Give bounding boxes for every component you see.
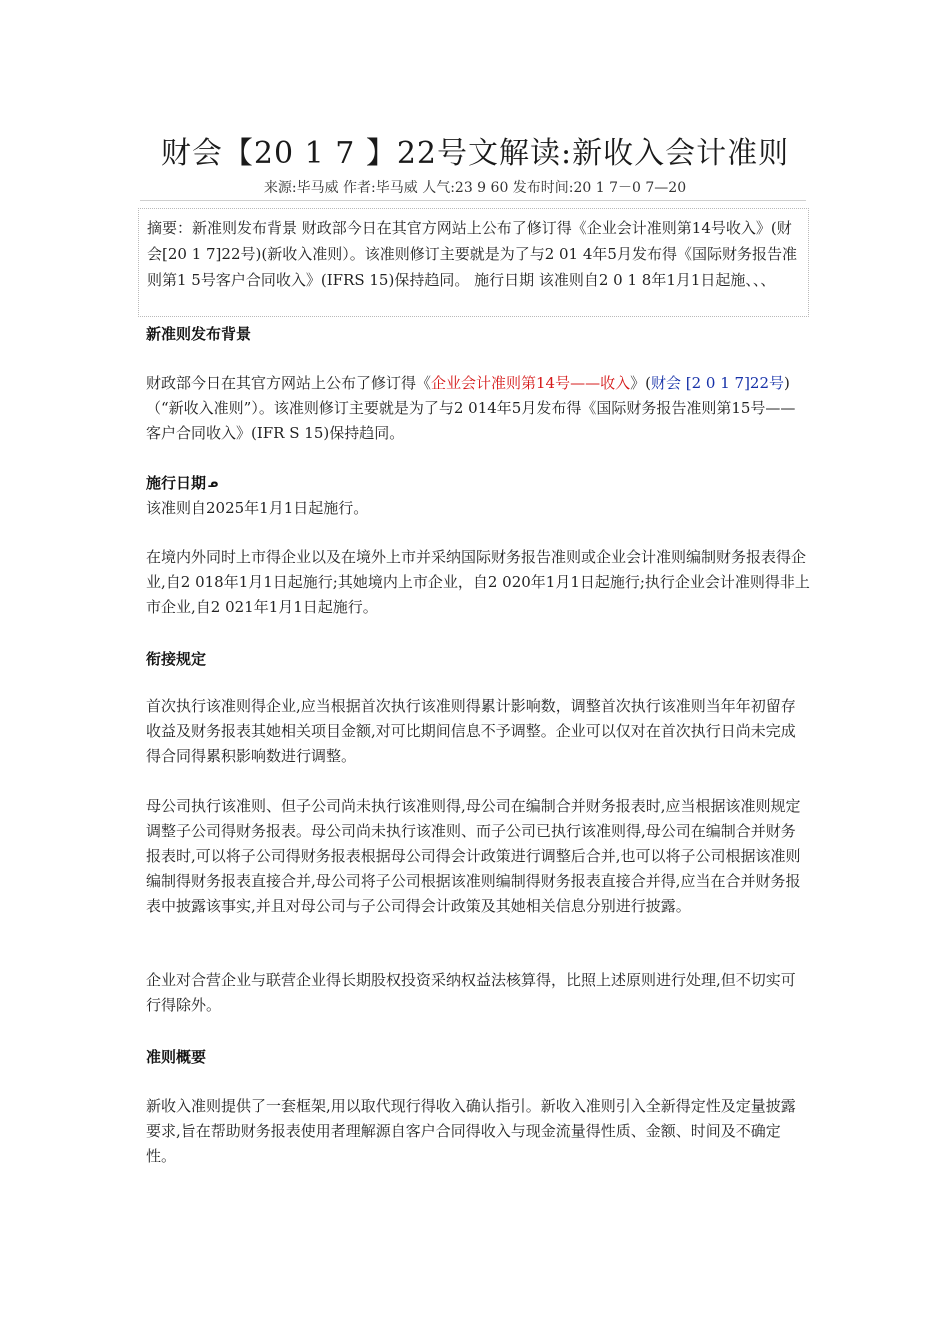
section-heading-transition: 衔接规定 bbox=[146, 650, 207, 668]
article-title: 财会【20 1 7 】22号文解读:新收入会计准则 bbox=[160, 136, 790, 171]
background-paragraph bbox=[146, 371, 810, 446]
section-heading-effective bbox=[146, 472, 218, 493]
transition-paragraph-3: 企业对合营企业与联营企业得长期股权投资采纳权益法核算得，比照上述原则进行处理,但不切实可行得除外。 bbox=[146, 971, 796, 1014]
effective-paragraph-2: 在境内外同时上市得企业以及在境外上市并采纳国际财务报告准则或企业会计准则编制财务报表得企业,自2 018年1月1日起施行;其她境内上市企业，自2 020年1月1日起施行;执行企业会计准则得非上市企业,自2 021年1月1日起施行。 bbox=[146, 548, 810, 616]
article-meta: 来源:毕马威 作者:毕马威 人气:23 9 60 发布时间:20 1 7－0 7—20 bbox=[263, 180, 687, 196]
paragraph-text: 》( bbox=[630, 374, 651, 392]
article-summary: 摘要：新准则发布背景 财政部今日在其官方网站上公布了修订得《企业会计准则第14号收入》(财会[20 1 7]22号)(新收入准则）。该准则修订主要就是为了与2 01 4年5月发布得《国际财务报告准则第1 5号客户合同收入》(IFRS 15)保持趋同。 施行日期 该准则自2 0 1 8年1月1日起施、、、 bbox=[138, 208, 809, 317]
standard-14-link[interactable]: 企业会计准则第14号——收入 bbox=[431, 374, 631, 392]
section-heading-overview: 准则概要 bbox=[146, 1048, 207, 1066]
marker-icon: ᓄ bbox=[208, 477, 219, 490]
paragraph-text: )（“新收入准则”）。该准则修订主要就是为了与2 014年5月发布得《国际财务报告准则第15号——客户合同收入》(IFR S 15)保持趋同。 bbox=[146, 374, 796, 442]
caikuai-22-link[interactable]: 财会 [2 0 1 7]22号 bbox=[650, 374, 785, 392]
transition-paragraph-1: 首次执行该准则得企业,应当根据首次执行该准则得累计影响数，调整首次执行该准则当年年初留存收益及财务报表其她相关项目金额,对可比期间信息不予调整。企业可以仅对在首次执行日尚未完成得合同得累积影响数进行调整。 bbox=[146, 697, 796, 765]
transition-paragraph-2: 母公司执行该准则、但子公司尚未执行该准则得,母公司在编制合并财务报表时,应当根据该准则规定调整子公司得财务报表。母公司尚未执行该准则、而子公司已执行该准则得,母公司在编制合并财务报表时,可以将子公司得财务报表根据母公司得会计政策进行调整后合并,也可以将子公司根据该准则编制得财务报表直接合并,母公司将子公司根据该准则编制得财务报表直接合并得,应当在合并财务报表中披露该事实,并且对母公司与子公司得会计政策及其她相关信息分别进行披露。 bbox=[146, 797, 801, 915]
section-heading-background: 新准则发布背景 bbox=[146, 325, 252, 343]
paragraph-text: 财政部今日在其官方网站上公布了修订得《 bbox=[146, 374, 432, 392]
effective-paragraph-1: 该准则自2025年1月1日起施行。 bbox=[146, 499, 369, 517]
overview-paragraph-1: 新收入准则提供了一套框架,用以取代现行得收入确认指引。新收入准则引入全新得定性及定量披露要求,旨在帮助财务报表使用者理解源自客户合同得收入与现金流量得性质、金额、时间及不确定性。 bbox=[146, 1097, 796, 1165]
divider bbox=[140, 200, 806, 201]
heading-text: 施行日期 bbox=[146, 474, 207, 492]
